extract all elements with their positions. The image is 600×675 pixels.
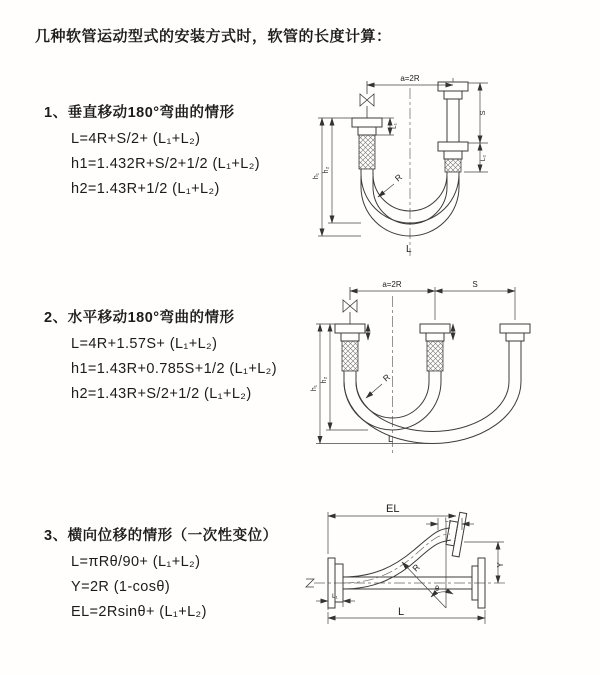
dim-h2 — [328, 118, 361, 223]
dim-el — [328, 512, 456, 554]
right-flange — [500, 324, 530, 341]
diagram-lateral-offset-svg — [298, 498, 600, 660]
label-l: L — [406, 244, 412, 255]
left-flange — [335, 324, 365, 341]
hose-bends — [344, 371, 521, 444]
label-r: R — [410, 562, 422, 574]
label-r: R — [392, 171, 404, 184]
left-flange — [352, 118, 382, 135]
label-l: L — [398, 606, 405, 618]
label-l2: L₂ — [480, 154, 487, 162]
valve-icon — [343, 287, 357, 324]
label-y: Y — [496, 562, 505, 568]
label-h1: h₁ — [313, 172, 320, 180]
formula-h2-2: h2=1.43R+S/2+1/2 (L₁+L₂) — [71, 386, 252, 402]
label-h2: h₂ — [323, 166, 330, 174]
dim-h2 — [326, 324, 368, 430]
section-1-heading: 1、垂直移动180°弯曲的情形 — [44, 105, 235, 121]
label-el: EL — [386, 503, 400, 515]
diagram-vertical-180 — [308, 70, 600, 265]
label-l1: L₁ — [391, 123, 398, 129]
section-2-heading: 2、水平移动180°弯曲的情形 — [44, 310, 235, 326]
datum-mark — [306, 579, 314, 587]
diagram-lateral-offset — [298, 498, 600, 660]
section-2 — [44, 306, 277, 402]
label-s: S — [472, 280, 478, 289]
formula-L-2: L=4R+1.57S+ (L₁+L₂) — [71, 336, 218, 352]
label-a2r: a=2R — [382, 280, 402, 289]
formula-EL-3: EL=2Rsinθ+ (L₁+L₂) — [71, 604, 207, 620]
label-l: L — [388, 434, 394, 444]
formula-h1-1: h1=1.432R+S/2+1/2 (L₁+L₂) — [71, 156, 261, 172]
middle-braid-hose — [427, 341, 443, 371]
label-h2: h₂ — [321, 376, 328, 384]
label-l1: L₁ — [332, 593, 338, 600]
left-braid-hose — [359, 135, 375, 169]
diagram-horizontal-180-svg — [308, 276, 600, 461]
label-s: S — [478, 110, 487, 116]
section-3 — [44, 524, 278, 620]
page-title: 几种软管运动型式的安装方式时，软管的长度计算： — [35, 28, 392, 45]
left-braid-hose — [342, 341, 358, 371]
middle-flange — [420, 324, 450, 341]
label-l2: L₂ — [445, 517, 452, 524]
formula-h1-2: h1=1.43R+0.785S+1/2 (L₁+L₂) — [71, 361, 277, 377]
radius-leader — [378, 184, 394, 197]
dim-fitting-ticks — [368, 324, 453, 340]
dim-span — [350, 287, 515, 320]
radius-construction — [402, 522, 453, 608]
dim-h1 — [316, 324, 432, 444]
right-flange-upper — [438, 82, 468, 99]
label-theta: θ — [435, 584, 440, 593]
section-1 — [44, 101, 260, 197]
hose-offset-curve — [343, 528, 451, 589]
radius-leader — [366, 384, 382, 398]
diagram-horizontal-180 — [308, 276, 600, 461]
section-3-heading: 3、横向位移的情形（一次性变位） — [44, 528, 278, 544]
formula-Y-3: Y=2R (1-cosθ) — [71, 579, 171, 595]
formula-h2-1: h2=1.43R+1/2 (L₁+L₂) — [71, 181, 220, 197]
label-a2r: a=2R — [400, 74, 420, 83]
right-flange-lower — [438, 142, 468, 159]
label-h1: h₁ — [311, 384, 318, 392]
diagram-vertical-180-svg — [308, 70, 600, 265]
dim-l — [328, 610, 485, 624]
formula-L-3: L=πRθ/90+ (L₁+L₂) — [71, 554, 201, 570]
label-r: R — [380, 371, 392, 384]
dim-h1 — [318, 118, 361, 236]
valve-icon — [360, 81, 374, 118]
right-braid-hose — [445, 159, 461, 172]
formula-L-1: L=4R+S/2+ (L₁+L₂) — [71, 131, 201, 147]
